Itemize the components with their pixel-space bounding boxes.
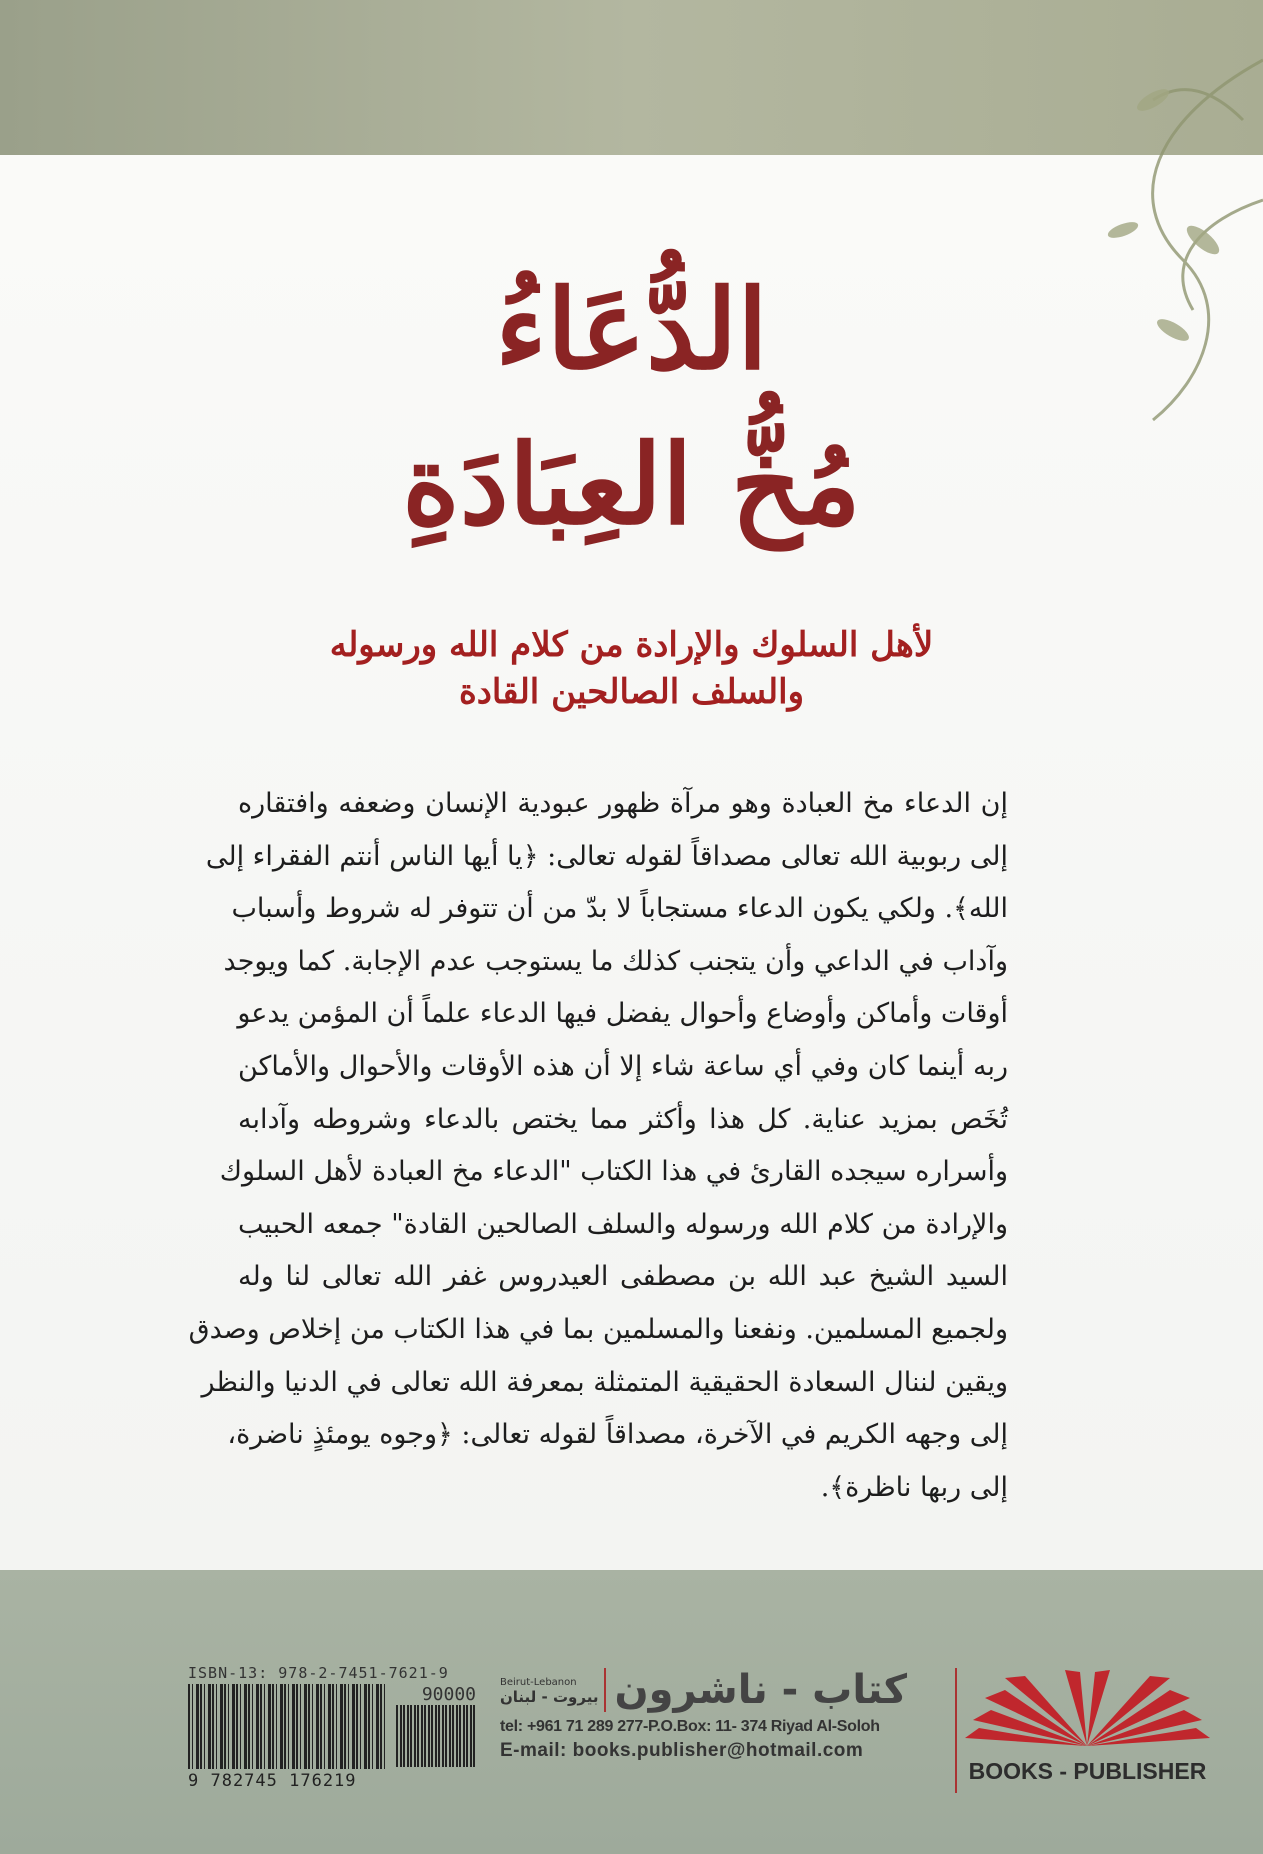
title-line-1: الدُّعَاءُ	[495, 265, 768, 394]
logo-text: BOOKS - PUBLISHER	[968, 1758, 1207, 1784]
barcode	[188, 1664, 478, 1791]
blurb-line: إن الدعاء مخ العبادة وهو مرآة ظهور عبودية الإنسان وضعفه وافتقاره	[238, 788, 1008, 819]
blurb-line: ربه أينما كان وفي أي ساعة شاء إلا أن هذه الأوقات والأحوال والأماكن	[238, 1050, 1008, 1082]
publisher-name-ar: كتاب - ناشرون	[604, 1668, 907, 1712]
blurb-line: السيد الشيخ عبد الله بن مصطفى العيدروس غفر الله تعالى لنا وله	[238, 1261, 1008, 1293]
publisher-info	[500, 1668, 950, 1762]
barcode-digits: 9 782745 176219	[188, 1771, 357, 1791]
blurb-line: إلى وجهه الكريم في الآخرة، مصداقاً لقوله تعالى: ﴿وجوه يومئذٍ ناضرة،	[227, 1419, 1008, 1451]
publisher-contact: tel: +961 71 289 277-P.O.Box: 11- 374 Riyad Al-Soloh	[500, 1718, 880, 1735]
city-ar: بيروت - لبنان	[500, 1688, 599, 1706]
divider	[955, 1668, 957, 1793]
addon-barcode-bars	[396, 1705, 476, 1767]
publisher-email: E-mail: books.publisher@hotmail.com	[500, 1740, 864, 1761]
subtitle-line-1: لأهل السلوك والإرادة من كلام الله ورسوله	[329, 625, 934, 665]
blurb-line: ولجميع المسلمين. ونفعنا والمسلمين بما في هذا الكتاب من إخلاص وصدق	[188, 1313, 1008, 1345]
blurb-line: الله﴾. ولكي يكون الدعاء مستجاباً لا بدّ من أن تتوفر له شروط وأسباب	[231, 893, 1008, 925]
blurb-line: ويقين لننال السعادة الحقيقية المتمثلة بمعرفة الله تعالى في الدنيا والنظر	[201, 1366, 1008, 1398]
isbn-label: ISBN-13: 978-2-7451-7621-9	[188, 1664, 449, 1682]
subtitle-line-2: والسلف الصالحين القادة	[458, 672, 805, 712]
blurb-line: إلى ربوبية الله تعالى مصداقاً لقوله تعالى: ﴿يا أيها الناس أنتم الفقراء إلى	[205, 840, 1008, 872]
title-line-2: مُخُّ العِبَادَةِ	[402, 420, 861, 549]
open-book-icon	[965, 1668, 1210, 1748]
blurb-line: وأسراره سيجده القارئ في هذا الكتاب "الدعاء مخ العبادة لأهل السلوك	[219, 1156, 1008, 1188]
price-code: 90000	[421, 1684, 476, 1705]
publisher-logo	[965, 1668, 1210, 1785]
blurb-line: وآداب في الداعي وأن يتجنب كذلك ما يستوجب عدم الإجابة. كما ويوجد	[223, 945, 1008, 977]
city-en: Beirut-Lebanon	[500, 1677, 577, 1688]
blurb-line: أوقات وأماكن وأوضاع وأحوال يفضل فيها الدعاء علماً أن المؤمن يدعو	[237, 998, 1008, 1030]
barcode-bars	[188, 1684, 388, 1769]
blurb-line: تُخَص بمزيد عناية. كل هذا وأكثر مما يختص بالدعاء وشروطه وآدابه	[238, 1103, 1008, 1135]
blurb-text	[188, 778, 1008, 1514]
blurb-line: إلى ربها ناظرة﴾.	[820, 1471, 1008, 1503]
blurb-line: والإرادة من كلام الله ورسوله والسلف الصالحين القادة" جمعه الحبيب	[238, 1208, 1008, 1240]
